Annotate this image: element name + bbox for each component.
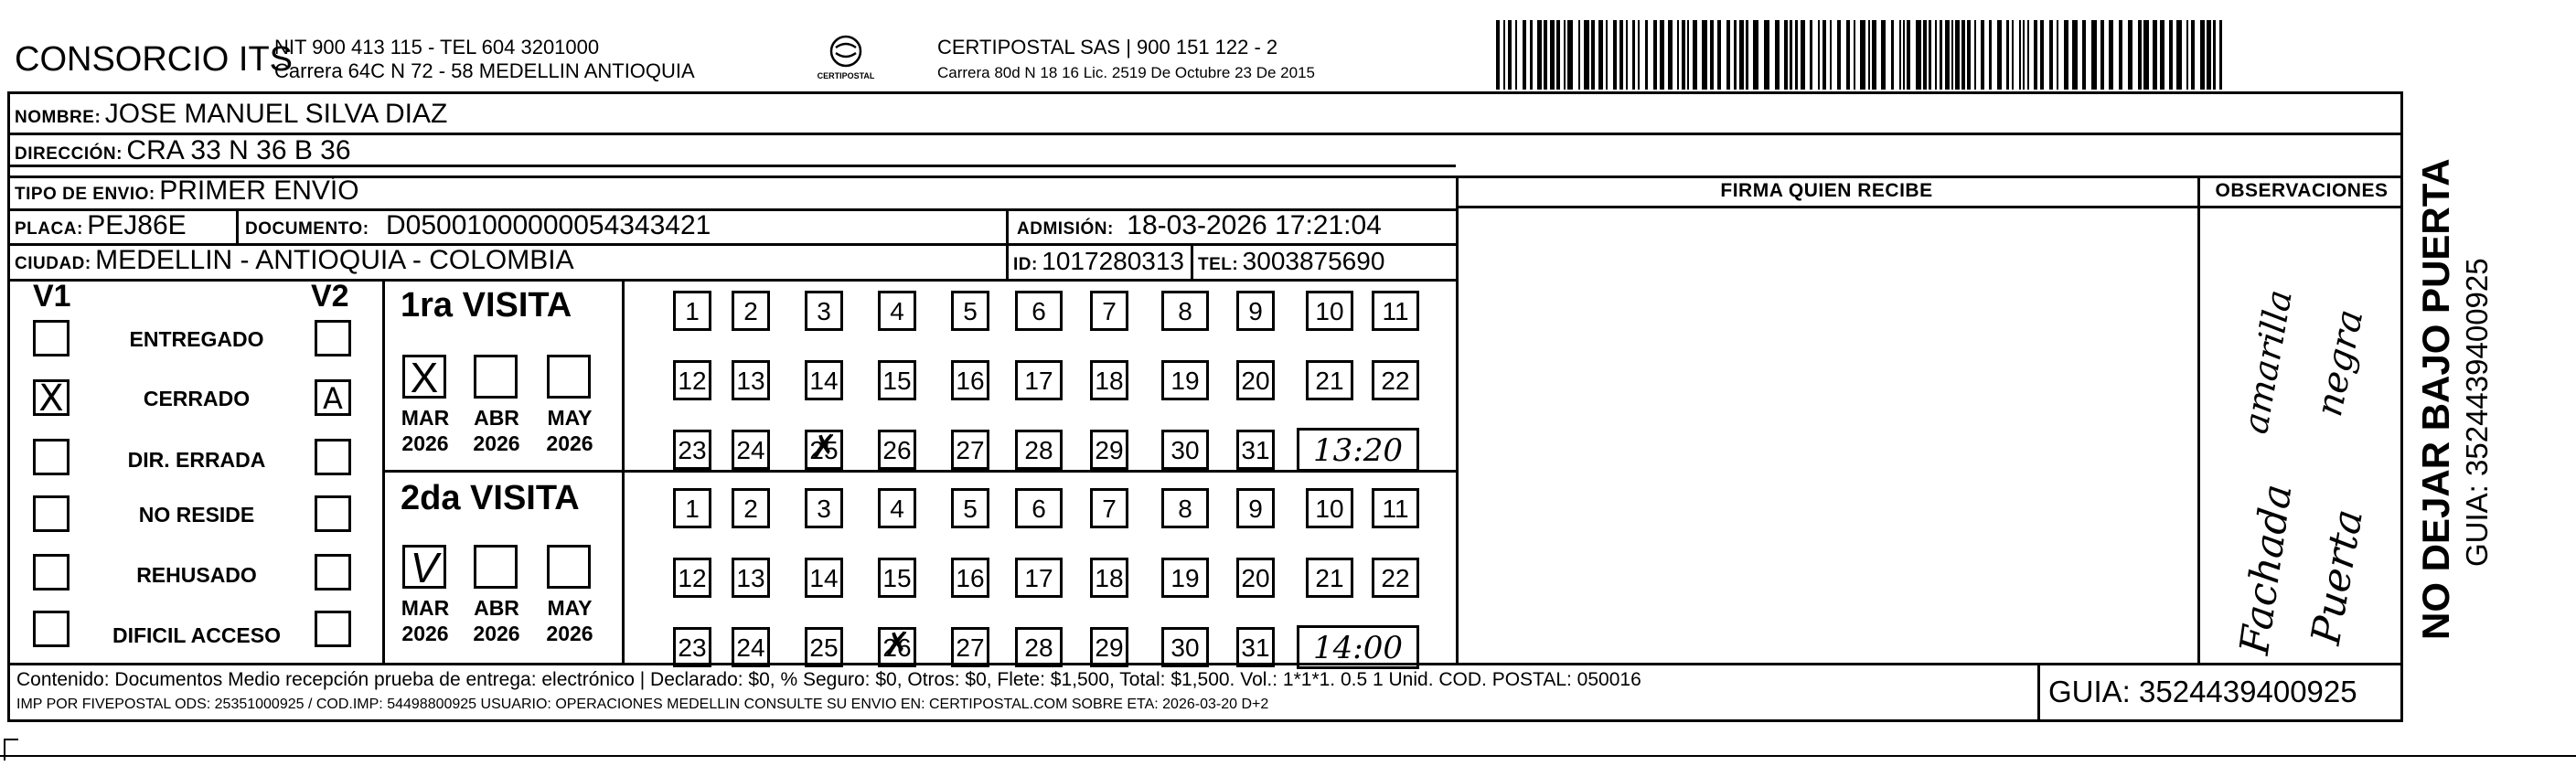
barcode-bar bbox=[1619, 20, 1623, 90]
day-box-14[interactable]: 14 bbox=[805, 558, 843, 598]
day-box-21[interactable]: 21 bbox=[1306, 360, 1353, 400]
barcode-bar bbox=[2186, 20, 2188, 90]
barcode-bar bbox=[1775, 20, 1780, 90]
day-box-28[interactable]: 28 bbox=[1015, 430, 1063, 470]
barcode-bar bbox=[2128, 20, 2132, 90]
barcode-bar bbox=[1891, 20, 1894, 90]
barcode-bar bbox=[2006, 20, 2009, 90]
barcode-bar bbox=[1508, 20, 1512, 90]
handwritten-fachada: Fachada bbox=[2231, 481, 2302, 658]
day-box-12[interactable]: 12 bbox=[673, 360, 711, 400]
day-box-7[interactable]: 7 bbox=[1090, 291, 1128, 331]
visit1-year-abr: 2026 bbox=[473, 431, 520, 455]
visit1-month-abr: ABR bbox=[474, 406, 519, 430]
day-box-16[interactable]: 16 bbox=[951, 360, 989, 400]
barcode-bar bbox=[1626, 20, 1628, 90]
day-box-24[interactable]: 24 bbox=[732, 430, 770, 470]
barcode-bar bbox=[1702, 20, 1707, 90]
day-box-19[interactable]: 19 bbox=[1161, 360, 1209, 400]
visit1-title: 1ra VISITA bbox=[401, 286, 572, 324]
barcode-bar bbox=[1739, 20, 1744, 90]
barcode-bar bbox=[1687, 20, 1689, 90]
barcode-bar bbox=[2143, 20, 2149, 90]
barcode-bar bbox=[2040, 20, 2044, 90]
day-box-3[interactable]: 3 bbox=[805, 291, 843, 331]
barcode-bar bbox=[2019, 20, 2021, 90]
barcode-bar bbox=[1903, 20, 1905, 90]
barcode-bar bbox=[1981, 20, 1984, 90]
barcode-bar bbox=[1693, 20, 1697, 90]
day-box-25[interactable]: 25 ✗ bbox=[805, 430, 843, 470]
day-box-4[interactable]: 4 bbox=[878, 488, 916, 528]
day-box-15[interactable]: 15 bbox=[878, 558, 916, 598]
day-box-22[interactable]: 22 bbox=[1372, 360, 1419, 400]
visit2-year-may: 2026 bbox=[546, 622, 593, 645]
status-entregado: ENTREGADO bbox=[129, 327, 264, 351]
barcode-bar bbox=[2160, 20, 2164, 90]
day-box-28[interactable]: 28 bbox=[1015, 627, 1063, 667]
day-box-10[interactable]: 10 bbox=[1306, 291, 1353, 331]
barcode-bar bbox=[1860, 20, 1865, 90]
barcode-bar bbox=[1717, 20, 1721, 90]
company-name: CONSORCIO ITS bbox=[15, 40, 294, 79]
barcode-bar bbox=[2072, 20, 2078, 90]
day-box-3[interactable]: 3 bbox=[805, 488, 843, 528]
barcode-bar bbox=[1734, 20, 1737, 90]
day-box-9[interactable]: 9 bbox=[1236, 488, 1275, 528]
barcode-bar bbox=[1746, 20, 1748, 90]
v2-cerrado-mark: A bbox=[323, 381, 343, 416]
barcode-bar bbox=[1550, 20, 1555, 90]
day-box-11[interactable]: 11 bbox=[1372, 488, 1419, 528]
v1-checkbox-cerrado[interactable] bbox=[33, 378, 69, 420]
barcode-bar bbox=[1810, 20, 1812, 90]
v2-header: V2 bbox=[311, 279, 349, 314]
barcode-bar bbox=[1945, 20, 1950, 90]
barcode-bar bbox=[1567, 20, 1573, 90]
tel-label: TEL: bbox=[1198, 255, 1239, 274]
v1-checkbox-entregado[interactable] bbox=[33, 320, 69, 356]
day-box-17[interactable]: 17 bbox=[1015, 360, 1063, 400]
day-box-20[interactable]: 20 bbox=[1236, 360, 1275, 400]
barcode-bar bbox=[1929, 20, 1931, 90]
day-box-15[interactable]: 15 bbox=[878, 360, 916, 400]
barcode-bar bbox=[1638, 20, 1640, 90]
barcode-bar bbox=[1645, 20, 1648, 90]
barcode-bar bbox=[2169, 20, 2173, 90]
barcode-bar bbox=[1967, 20, 1971, 90]
barcode-bar bbox=[1764, 20, 1769, 90]
barcode-bar bbox=[2191, 20, 2195, 90]
recipient-id: 1017280313 bbox=[1042, 247, 1185, 275]
tel-row bbox=[1198, 247, 1384, 276]
day-box-4[interactable]: 4 bbox=[878, 291, 916, 331]
visit1-time[interactable]: 13:20 bbox=[1297, 428, 1419, 472]
barcode-bar bbox=[2119, 20, 2122, 90]
admission-row bbox=[1017, 210, 1382, 241]
barcode-bar bbox=[1682, 20, 1685, 90]
v2-checkbox-entregado[interactable] bbox=[315, 320, 351, 356]
day-box-6[interactable]: 6 bbox=[1015, 291, 1063, 331]
visit1-year-may: 2026 bbox=[546, 431, 593, 455]
document-label: DOCUMENTO: bbox=[245, 219, 369, 239]
visit1-year-mar: 2026 bbox=[401, 431, 449, 455]
visit2-month-mar: MAR bbox=[401, 596, 450, 620]
v1-checkbox-rehusado[interactable] bbox=[33, 554, 69, 590]
barcode-bar bbox=[1795, 20, 1798, 90]
barcode-bar bbox=[1726, 20, 1730, 90]
barcode-bar bbox=[2049, 20, 2053, 90]
day-box-11[interactable]: 11 bbox=[1372, 291, 1419, 331]
day-box-29[interactable]: 29 bbox=[1090, 430, 1128, 470]
v1-checkbox-no-reside[interactable] bbox=[33, 495, 69, 532]
day-box-2[interactable]: 2 bbox=[732, 488, 770, 528]
barcode-bar bbox=[1935, 20, 1937, 90]
admission-date: 18-03-2026 17:21:04 bbox=[1127, 210, 1382, 240]
barcode-bar bbox=[1584, 20, 1589, 90]
barcode-bar bbox=[2109, 20, 2113, 90]
footer-print-info: IMP POR FIVEPOSTAL ODS: 25351000925 / COD.IMP: 54498800925 USUARIO: OPERACIONES MEDELLIN CONSULTE SU ENVIO EN: CERTIPOSTAL.COM SOBRE ETA: 2026-03-20 D+2 bbox=[16, 697, 1269, 712]
footer-contents: Contenido: Documentos Medio recepción prueba de entrega: electrónico | Declarado: $0, % Seguro: $0, Otros: $0, Flete: $1,500, Total: $1,500. Vol.: 1*1*1. 0.5 1 Unid. COD. POSTAL: 050016 bbox=[16, 669, 1641, 690]
visit2-month-may-checkbox[interactable] bbox=[547, 545, 591, 589]
day-box-5[interactable]: 5 bbox=[951, 291, 989, 331]
barcode-bar bbox=[2012, 20, 2014, 90]
barcode-bar bbox=[2213, 20, 2216, 90]
send-type-row bbox=[15, 176, 359, 207]
city-row bbox=[15, 245, 574, 276]
barcode-bar bbox=[1784, 20, 1788, 90]
visit2-year-mar: 2026 bbox=[401, 622, 449, 645]
address-label: DIRECCIÓN: bbox=[15, 144, 123, 164]
barcode-bar bbox=[1537, 20, 1542, 90]
day-box-19[interactable]: 19 bbox=[1161, 558, 1209, 598]
day-box-8[interactable]: 8 bbox=[1161, 488, 1209, 528]
barcode-bar bbox=[1530, 20, 1533, 90]
name-row bbox=[15, 99, 447, 130]
visit2-month-mar-checkbox[interactable] bbox=[402, 545, 446, 589]
barcode-bar bbox=[1989, 20, 1992, 90]
footer-guide: GUIA: 3524439400925 bbox=[2048, 675, 2357, 708]
visit1-month-may-checkbox[interactable] bbox=[547, 355, 591, 399]
barcode-bar bbox=[1668, 20, 1673, 90]
v2-checkbox-rehusado[interactable] bbox=[315, 554, 351, 590]
day-box-1[interactable]: 1 bbox=[673, 291, 711, 331]
barcode-bar bbox=[1653, 20, 1657, 90]
logo-text: CERTIPOSTAL bbox=[817, 71, 875, 80]
barcode-bar bbox=[2091, 20, 2097, 90]
certipostal-logo bbox=[805, 33, 887, 88]
status-no-reside: NO RESIDE bbox=[138, 503, 255, 527]
handwritten-puerta: Puerta bbox=[2303, 505, 2373, 648]
day-box-23[interactable]: 23 bbox=[673, 627, 711, 667]
barcode-bar bbox=[1801, 20, 1805, 90]
barcode-bar bbox=[1515, 20, 1517, 90]
status-rehusado: REHUSADO bbox=[136, 563, 257, 587]
v1-header: V1 bbox=[33, 279, 71, 314]
day-box-26[interactable]: 26 bbox=[878, 430, 916, 470]
barcode-bar bbox=[1710, 20, 1714, 90]
barcode-bar bbox=[1544, 20, 1547, 90]
day-box-26[interactable]: 26 ✗ bbox=[878, 627, 916, 667]
visit1-month-mark: X bbox=[410, 354, 439, 401]
barcode-bar bbox=[2034, 20, 2037, 90]
name-label: NOMBRE: bbox=[15, 108, 102, 127]
corner-mark bbox=[4, 739, 18, 761]
day-box-8[interactable]: 8 bbox=[1161, 291, 1209, 331]
barcode-bar bbox=[2027, 20, 2029, 90]
day-box-22[interactable]: 22 bbox=[1372, 558, 1419, 598]
barcode-bar bbox=[1523, 20, 1526, 90]
status-cerrado: CERRADO bbox=[143, 387, 251, 410]
side-warning: NO DEJAR BAJO PUERTA bbox=[2414, 158, 2457, 640]
document-number: D05001000000054343421 bbox=[386, 210, 711, 240]
status-dificil-acceso: DIFICIL ACCESO bbox=[112, 623, 281, 647]
barcode-bar bbox=[2082, 20, 2086, 90]
signature-area[interactable] bbox=[1459, 208, 2197, 662]
barcode-bar bbox=[1818, 20, 1820, 90]
day-box-31[interactable]: 31 bbox=[1236, 430, 1275, 470]
day-box-14[interactable]: 14 bbox=[805, 360, 843, 400]
tel: 3003875690 bbox=[1242, 247, 1385, 275]
day-box-18[interactable]: 18 bbox=[1090, 360, 1128, 400]
observations-header: OBSERVACIONES bbox=[2215, 180, 2389, 201]
company-nit: NIT 900 413 115 - TEL 604 3201000 bbox=[274, 36, 600, 59]
day-box-16[interactable]: 16 bbox=[951, 558, 989, 598]
day-box-2[interactable]: 2 bbox=[732, 291, 770, 331]
day-box-18[interactable]: 18 bbox=[1090, 558, 1128, 598]
barcode-bar bbox=[1578, 20, 1580, 90]
v1-checkbox-dificil-acceso[interactable] bbox=[33, 611, 69, 647]
plate-label: PLACA: bbox=[15, 219, 83, 239]
barcode-bar bbox=[1916, 20, 1921, 90]
barcode-bar bbox=[1598, 20, 1603, 90]
day-box-9[interactable]: 9 bbox=[1236, 291, 1275, 331]
day-box-13[interactable]: 13 bbox=[732, 360, 770, 400]
barcode-bar bbox=[1881, 20, 1886, 90]
v2-checkbox-dificil-acceso[interactable] bbox=[315, 611, 351, 647]
barcode-bar bbox=[2176, 20, 2182, 90]
barcode-bar bbox=[1632, 20, 1635, 90]
visit2-time[interactable]: 14:00 bbox=[1297, 625, 1419, 669]
day-box-7[interactable]: 7 bbox=[1090, 488, 1128, 528]
handwritten-negra: negra bbox=[2308, 305, 2372, 420]
carrier-address: Carrera 80d N 18 16 Lic. 2519 De Octubre 23 De 2015 bbox=[937, 64, 1315, 81]
barcode-bar bbox=[1556, 20, 1560, 90]
barcode-bar bbox=[1830, 20, 1832, 90]
day-box-31[interactable]: 31 bbox=[1236, 627, 1275, 667]
barcode-bar bbox=[1837, 20, 1841, 90]
day-box-27[interactable]: 27 bbox=[951, 430, 989, 470]
day-box-30[interactable]: 30 bbox=[1161, 627, 1209, 667]
observations-area[interactable] bbox=[2201, 208, 2402, 662]
day-box-27[interactable]: 27 bbox=[951, 627, 989, 667]
barcode-bar bbox=[2064, 20, 2068, 90]
barcode-bar bbox=[1923, 20, 1927, 90]
day-box-24[interactable]: 24 bbox=[732, 627, 770, 667]
city-label: CIUDAD: bbox=[15, 254, 91, 273]
visit2-year-abr: 2026 bbox=[473, 622, 520, 645]
barcode-bar bbox=[1907, 20, 1910, 90]
day-box-13[interactable]: 13 bbox=[732, 558, 770, 598]
day-box-12[interactable]: 12 bbox=[673, 558, 711, 598]
day-box-20[interactable]: 20 bbox=[1236, 558, 1275, 598]
barcode-bar bbox=[1868, 20, 1870, 90]
day-box-29[interactable]: 29 bbox=[1090, 627, 1128, 667]
day-box-23[interactable]: 23 bbox=[673, 430, 711, 470]
barcode-bar bbox=[2200, 20, 2205, 90]
v2-checkbox-cerrado[interactable] bbox=[315, 379, 351, 416]
v2-checkbox-dir-errada[interactable] bbox=[315, 439, 351, 475]
barcode-bar bbox=[1846, 20, 1850, 90]
day-box-10[interactable]: 10 bbox=[1306, 488, 1353, 528]
visit1-month-mar-checkbox[interactable] bbox=[402, 355, 446, 399]
visit1-month-may: MAY bbox=[547, 406, 593, 430]
visit1-month-mar: MAR bbox=[401, 406, 450, 430]
visit2-month-abr: ABR bbox=[474, 596, 519, 620]
day-box-5[interactable]: 5 bbox=[951, 488, 989, 528]
visit2-title: 2da VISITA bbox=[401, 479, 580, 517]
plate: PEJ86E bbox=[87, 210, 187, 240]
cut-line bbox=[0, 755, 2576, 757]
barcode-bar bbox=[2100, 20, 2104, 90]
barcode-bar bbox=[1790, 20, 1792, 90]
barcode-bar bbox=[2023, 20, 2025, 90]
handwritten-amarilla: amarilla bbox=[2235, 286, 2300, 437]
barcode-bar bbox=[2057, 20, 2058, 90]
v1-checkbox-dir-errada[interactable] bbox=[33, 439, 69, 475]
barcode-bar bbox=[1613, 20, 1617, 90]
barcode-bar bbox=[1961, 20, 1965, 90]
send-type: PRIMER ENVÍO bbox=[159, 176, 359, 206]
recipient-name: JOSE MANUEL SILVA DIAZ bbox=[104, 99, 448, 129]
barcode-bar bbox=[1753, 20, 1758, 90]
barcode-bar bbox=[1974, 20, 1976, 90]
company-address: Carrera 64C N 72 - 58 MEDELLIN ANTIOQUIA bbox=[274, 59, 695, 82]
barcode-bar bbox=[1854, 20, 1855, 90]
barcode-bar bbox=[1496, 20, 1500, 90]
status-dir-errada: DIR. ERRADA bbox=[127, 448, 266, 472]
barcode-bar bbox=[1822, 20, 1826, 90]
id-row bbox=[1013, 247, 1184, 276]
address-row bbox=[15, 135, 351, 166]
v1-cerrado-mark: X bbox=[38, 378, 64, 420]
barcode-bar bbox=[1951, 20, 1953, 90]
day-box-21[interactable]: 21 bbox=[1306, 558, 1353, 598]
barcode-bar bbox=[2138, 20, 2142, 90]
barcode-bar bbox=[2219, 20, 2222, 90]
barcode-bar bbox=[1564, 20, 1566, 90]
barcode bbox=[1492, 20, 2224, 90]
barcode-bar bbox=[1503, 20, 1505, 90]
document-row bbox=[245, 210, 711, 241]
barcode-bar bbox=[2207, 20, 2211, 90]
day-box-1[interactable]: 1 bbox=[673, 488, 711, 528]
barcode-bar bbox=[1955, 20, 1960, 90]
day-box-17[interactable]: 17 bbox=[1015, 558, 1063, 598]
send-type-label: TIPO DE ENVIO: bbox=[15, 185, 155, 204]
id-label: ID: bbox=[1013, 255, 1038, 274]
day-box-6[interactable]: 6 bbox=[1015, 488, 1063, 528]
barcode-bar bbox=[1677, 20, 1679, 90]
day-box-30[interactable]: 30 bbox=[1161, 430, 1209, 470]
visit1-month-abr-checkbox[interactable] bbox=[474, 355, 518, 399]
day-box-25[interactable]: 25 bbox=[805, 627, 843, 667]
barcode-bar bbox=[1997, 20, 2002, 90]
recipient-address: CRA 33 N 36 B 36 bbox=[126, 135, 351, 165]
barcode-bar bbox=[1660, 20, 1664, 90]
barcode-bar bbox=[1899, 20, 1901, 90]
signature-header: FIRMA QUIEN RECIBE bbox=[1720, 180, 1933, 201]
barcode-bar bbox=[1591, 20, 1595, 90]
admission-label: ADMISIÓN: bbox=[1017, 219, 1114, 239]
side-guide: GUIA: 3524439400925 bbox=[2460, 258, 2494, 567]
barcode-bar bbox=[1940, 20, 1942, 90]
visit2-month-abr-checkbox[interactable] bbox=[474, 545, 518, 589]
barcode-bar bbox=[1872, 20, 1876, 90]
barcode-bar bbox=[1606, 20, 1608, 90]
carrier-name: CERTIPOSTAL SAS | 900 151 122 - 2 bbox=[937, 36, 1278, 59]
visit2-month-mark: V bbox=[410, 544, 439, 591]
city: MEDELLIN - ANTIOQUIA - COLOMBIA bbox=[95, 245, 574, 275]
barcode-bar bbox=[2153, 20, 2157, 90]
v2-checkbox-no-reside[interactable] bbox=[315, 495, 351, 532]
visit2-month-may: MAY bbox=[547, 596, 593, 620]
plate-row bbox=[15, 210, 187, 241]
